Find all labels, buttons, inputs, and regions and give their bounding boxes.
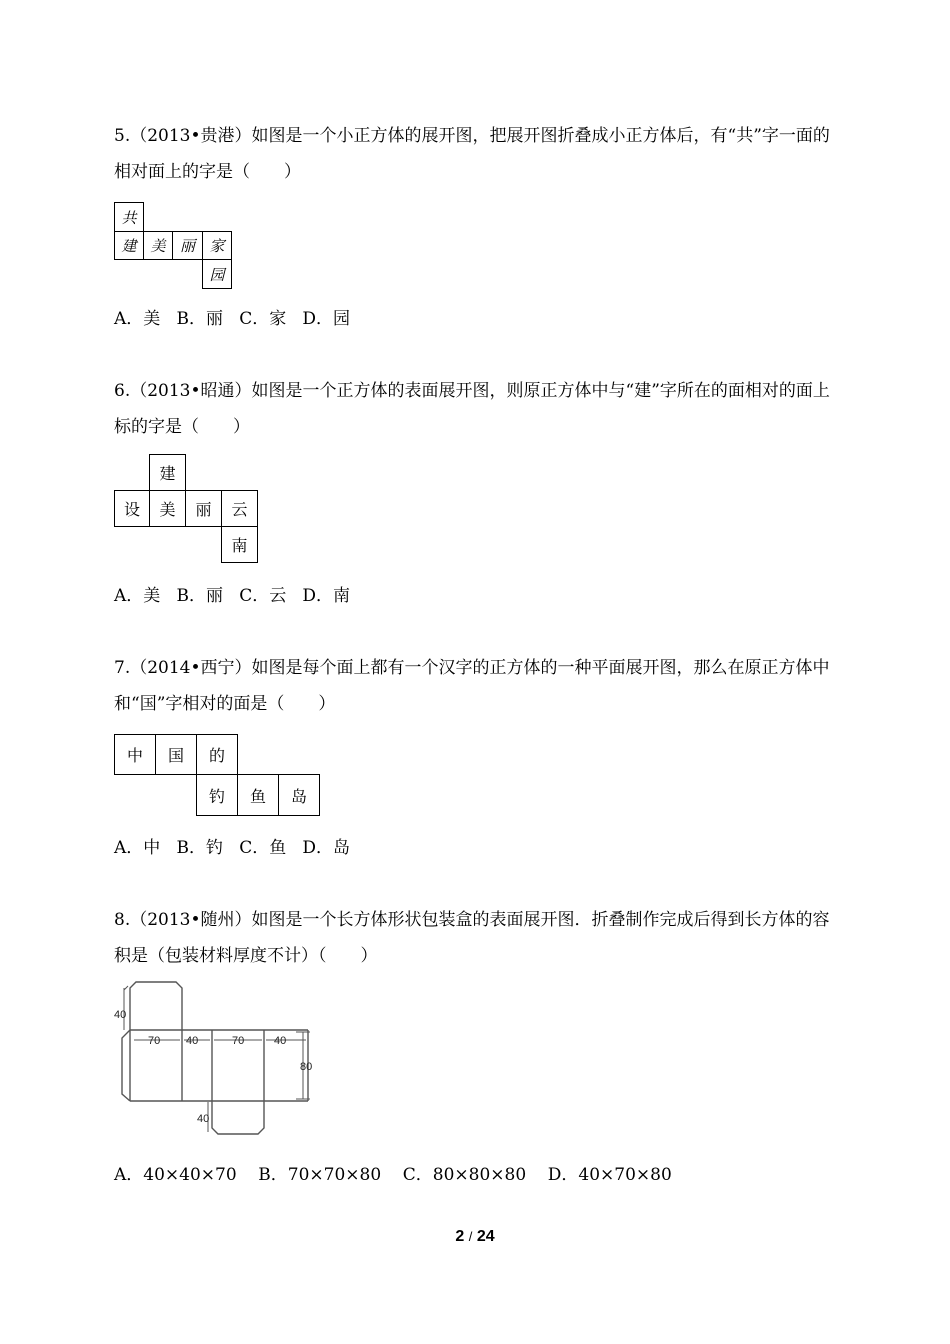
dim-label: 80 xyxy=(300,1061,313,1073)
net-cell: 的 xyxy=(196,734,238,775)
current-page: 2 xyxy=(455,1228,465,1245)
dim-label: 40 xyxy=(186,1035,199,1047)
net-cell: 云 xyxy=(221,490,258,527)
total-pages: 24 xyxy=(476,1228,495,1245)
net-cell: 钓 xyxy=(196,774,238,816)
net-cell: 家 xyxy=(202,231,232,260)
net-cell: 岛 xyxy=(278,774,320,816)
dim-label: 40 xyxy=(274,1035,287,1047)
net-cell: 美 xyxy=(143,231,173,260)
dim-label: 40 xyxy=(114,1009,127,1021)
question-8-box-net xyxy=(100,980,340,1142)
question-8-options: A．40×40×70 B．70×70×80 C．80×80×80 D．40×70×80 xyxy=(114,1165,672,1185)
net-cell: 鱼 xyxy=(237,774,279,816)
question-6-options: A．美 B．丽 C．云 D．南 xyxy=(114,586,351,606)
question-8-text: 8.（2013•随州）如图是一个长方体形状包装盒的表面展开图．折叠制作完成后得到长方体的容积是（包装材料厚度不计）（ ） xyxy=(114,910,830,966)
question-6-text: 6.（2013•昭通）如图是一个正方体的表面展开图，则原正方体中与“建”字所在的面相对的面上标的字是（ ） xyxy=(114,381,830,437)
dim-label: 70 xyxy=(148,1035,161,1047)
net-cell: 设 xyxy=(114,490,150,527)
question-5-text: 5.（2013•贵港）如图是一个小正方体的展开图，把展开图折叠成小正方体后，有“共”字一面的相对面上的字是（ ） xyxy=(114,126,830,182)
net-cell: 共 xyxy=(114,202,144,232)
question-7-options: A．中 B．钓 C．鱼 D．岛 xyxy=(114,838,351,858)
dim-label: 40 xyxy=(197,1113,210,1125)
question-5-options: A．美 B．丽 C．家 D．园 xyxy=(114,309,351,329)
net-cell: 建 xyxy=(149,454,186,491)
net-cell: 建 xyxy=(114,231,144,260)
net-cell: 国 xyxy=(155,734,197,775)
page-separator: / xyxy=(468,1229,473,1244)
net-cell: 中 xyxy=(114,734,156,775)
net-cell: 南 xyxy=(221,526,258,563)
question-7-text: 7.（2014•西宁）如图是每个面上都有一个汉字的正方体的一种平面展开图，那么在原正方体中和“国”字相对的面是（ ） xyxy=(114,658,830,714)
page-number xyxy=(0,1228,950,1246)
net-cell: 丽 xyxy=(185,490,222,527)
dim-label: 70 xyxy=(232,1035,245,1047)
net-cell: 园 xyxy=(202,259,232,289)
net-cell: 丽 xyxy=(172,231,203,260)
net-cell: 美 xyxy=(149,490,186,527)
